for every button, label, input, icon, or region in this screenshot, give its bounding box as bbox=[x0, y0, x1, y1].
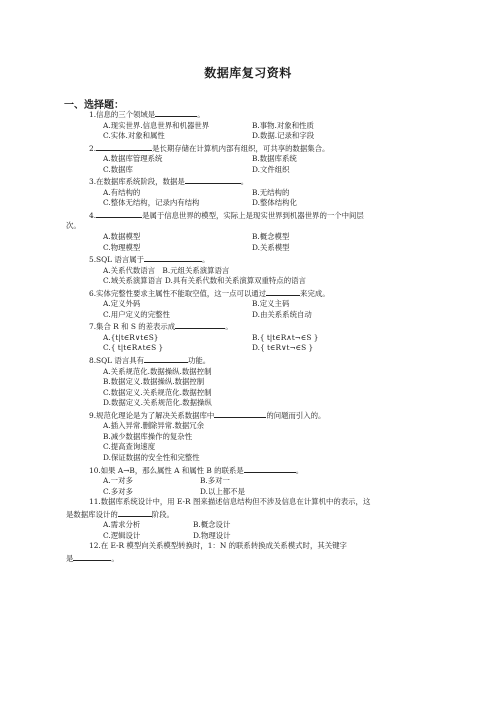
option-c: C.物理模型 bbox=[103, 242, 141, 252]
option-c: C.整体无结构，记录内有结构 bbox=[103, 198, 200, 208]
answer-blank bbox=[144, 253, 202, 262]
option-b: B.事物.对象和性质 bbox=[252, 120, 314, 130]
question-11-continued: 是数据库设计的 阶段。 bbox=[66, 509, 174, 519]
section-heading: 一、选择题： bbox=[64, 100, 124, 111]
answer-blank bbox=[96, 209, 142, 218]
answer-blank bbox=[244, 464, 296, 473]
options-row bbox=[103, 198, 433, 209]
option-a: A.数据库管理系统 bbox=[103, 154, 163, 164]
option-line: C.数据定义.关系规范化.数据控制 bbox=[103, 387, 212, 397]
option-a: A.定义外码 bbox=[103, 299, 141, 309]
option-c: C.多对多 bbox=[103, 486, 133, 496]
option-d: D.文件组织 bbox=[252, 164, 290, 174]
option-line: D.数据定义.关系规范化.数据操纵 bbox=[103, 398, 212, 408]
option-c: C.{ t|t∈R∧t∈S } bbox=[103, 343, 164, 353]
question-9: 9.规范化理论是为了解决关系数据库中 的问题而引入的。 bbox=[89, 410, 326, 420]
option-b: B.{ t|t∈R∧t¬∈S } bbox=[252, 332, 319, 342]
options-row bbox=[103, 232, 433, 243]
option-line: A.插入异常.删除异常.数据冗余 bbox=[103, 421, 205, 431]
option-a: A.现实世界.信息世界和机器世界 bbox=[103, 120, 210, 130]
options-row bbox=[103, 476, 433, 487]
options-row bbox=[103, 299, 433, 310]
option-line: C.提高查询速度 bbox=[103, 442, 156, 452]
answer-blank bbox=[175, 320, 225, 329]
question-6: 6.实体完整性要求主属性不能取空值，这一点可以通过 来完成。 bbox=[89, 288, 330, 298]
options-row bbox=[103, 487, 433, 498]
answer-blank bbox=[155, 108, 197, 117]
options-row bbox=[103, 310, 433, 321]
options-row bbox=[103, 165, 433, 176]
option-d: D.物理设计 bbox=[193, 530, 231, 540]
option-b: B.无结构的 bbox=[252, 187, 290, 197]
question-4: 4. 是属于信息世界的模型，实际上是现实世界到机器世界的一个中间层 bbox=[89, 210, 364, 220]
option-c: C.实体.对象和属性 bbox=[103, 131, 165, 141]
option-b: B.概念模型 bbox=[252, 232, 290, 242]
question-1: 1.信息的三个领域是 。 bbox=[89, 110, 205, 119]
options-row bbox=[103, 333, 433, 344]
question-list bbox=[66, 108, 433, 564]
option-d: D.数据.记录和字段 bbox=[252, 131, 315, 141]
options-row bbox=[103, 520, 433, 531]
option-c: C.逻辑设计 bbox=[103, 530, 141, 540]
option-a: A.需求分析 bbox=[103, 520, 141, 530]
option-b: B.多对一 bbox=[200, 476, 230, 486]
option-line: A.关系代数语言 B.元组关系演算语言 bbox=[103, 265, 230, 275]
question-11: 11.数据库系统设计中，用 E-R 图来描述信息结构但不涉及信息在计算机中的表示，这 bbox=[89, 497, 371, 507]
answer-blank bbox=[144, 354, 188, 363]
option-a: A.一对多 bbox=[103, 476, 133, 486]
option-d: D.以上都不是 bbox=[200, 486, 245, 496]
option-a: A.数据模型 bbox=[103, 232, 141, 242]
option-a: A.{t|t∈R∨t∈S} bbox=[103, 332, 159, 342]
question-2: 2. 是长期存储在计算机内部有组织，可共享的数据集合。 bbox=[89, 143, 330, 153]
question-3: 3.在数据库系统阶段，数据是 。 bbox=[89, 177, 249, 187]
answer-blank bbox=[118, 508, 152, 517]
option-d: D.整体结构化 bbox=[252, 198, 297, 208]
option-b: B.定义主码 bbox=[252, 299, 290, 309]
options-row bbox=[103, 343, 433, 354]
question-8: 8.SQL 语言具有 功能。 bbox=[89, 356, 211, 366]
options-row bbox=[103, 154, 433, 165]
question-5: 5.SQL 语言属于 。 bbox=[89, 255, 210, 265]
option-b: B.概念设计 bbox=[193, 520, 231, 530]
question-10: 10.如果 A→B，那么属性 A 和属性 B 的联系是 。 bbox=[89, 465, 304, 475]
option-c: C.数据库 bbox=[103, 164, 133, 174]
answer-blank bbox=[266, 287, 300, 296]
option-line: B.减少数据库操作的复杂性 bbox=[103, 431, 193, 441]
option-line: D.保证数据的安全性和完整性 bbox=[103, 452, 200, 462]
option-line: C.域关系演算语言 D.具有关系代数和关系演算双重特点的语言 bbox=[103, 276, 306, 286]
option-line: B.数据定义.数据操纵.数据控制 bbox=[103, 377, 205, 387]
options-row bbox=[103, 243, 433, 254]
options-row bbox=[103, 121, 433, 132]
options-row bbox=[103, 188, 433, 199]
option-c: C.用户定义的完整性 bbox=[103, 309, 170, 319]
document-title: 数据库复习资料 bbox=[204, 66, 292, 80]
options-row bbox=[103, 131, 433, 142]
option-d: D.关系模型 bbox=[252, 242, 290, 252]
answer-blank bbox=[96, 142, 152, 151]
option-line: A.关系规范化.数据操纵.数据控制 bbox=[103, 366, 212, 376]
answer-blank bbox=[185, 175, 241, 184]
answer-blank bbox=[73, 552, 111, 561]
option-d: D.{ t∈R∨t¬∈S } bbox=[252, 343, 314, 353]
option-b: B.数据库系统 bbox=[252, 154, 297, 164]
option-d: D.由关系系统自动 bbox=[252, 309, 312, 319]
answer-blank bbox=[214, 409, 266, 418]
option-a: A.有结构的 bbox=[103, 187, 141, 197]
options-row bbox=[103, 531, 433, 542]
question-7: 7.集合 R 和 S 的差表示成 。 bbox=[89, 322, 233, 332]
question-12: 12.在 E-R 模型向关系模型转换时，1：N 的联系转换成关系模式时，其关键字 bbox=[89, 541, 347, 551]
question-4-continued: 次。 bbox=[66, 221, 81, 231]
question-12-continued: 是 。 bbox=[66, 553, 119, 563]
